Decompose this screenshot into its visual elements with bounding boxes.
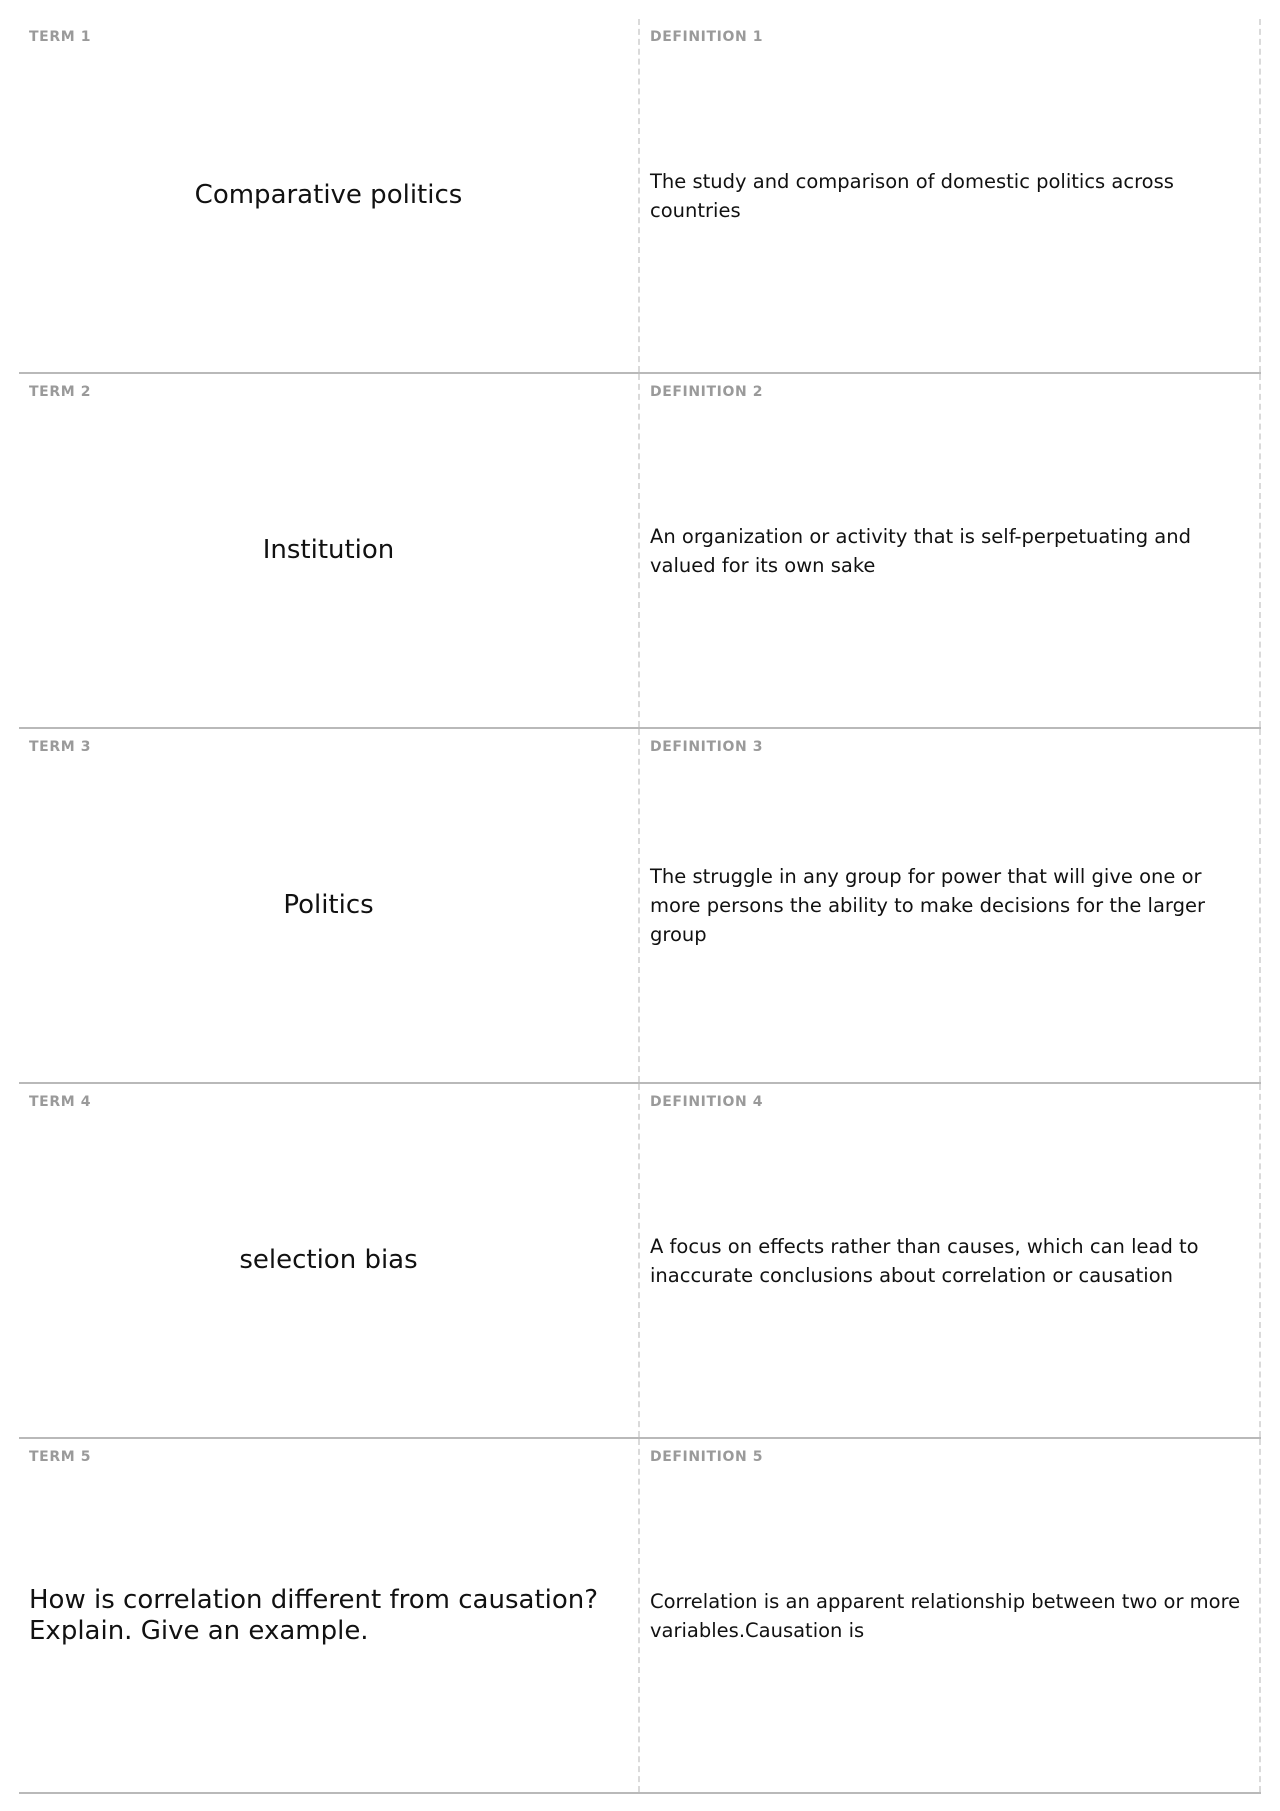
term-label: TERM 4 <box>29 1094 92 1110</box>
definition-text-content: Correlation is an apparent relationship between two or more variables.Causation is <box>650 1589 1241 1642</box>
term-text <box>29 1084 628 1437</box>
definition-text <box>650 1439 1249 1792</box>
term-label: TERM 2 <box>29 384 92 400</box>
term-cell-4 <box>19 1084 640 1437</box>
flashcard-sheet <box>19 19 1261 1794</box>
flashcard-row-3 <box>19 729 1261 1084</box>
term-cell-5 <box>19 1439 640 1792</box>
term-text-content: Politics <box>283 890 374 920</box>
definition-cell-5 <box>640 1439 1261 1792</box>
definition-text-content: An organization or activity that is self-perpetuating and valued for its own sake <box>650 524 1191 577</box>
definition-text <box>650 1084 1249 1437</box>
definition-label: DEFINITION 3 <box>650 739 764 755</box>
term-text <box>29 374 628 727</box>
flashcard-row-2 <box>19 374 1261 729</box>
definition-label: DEFINITION 2 <box>650 384 764 400</box>
term-text <box>29 19 628 372</box>
definition-cell-3 <box>640 729 1261 1082</box>
term-text-content: Institution <box>262 535 395 565</box>
term-label: TERM 1 <box>29 29 92 45</box>
term-text <box>29 729 628 1082</box>
definition-cell-4 <box>640 1084 1261 1437</box>
definition-cell-2 <box>640 374 1261 727</box>
definition-label: DEFINITION 4 <box>650 1094 764 1110</box>
term-text-content: How is correlation different from causation? Explain. Give an example. <box>29 1584 599 1646</box>
definition-text-content: The struggle in any group for power that will give one or more persons the ability to make decisions for the larger group <box>650 865 1205 946</box>
term-cell-1 <box>19 19 640 372</box>
flashcard-row-1 <box>19 19 1261 374</box>
definition-text-content: The study and comparison of domestic politics across countries <box>650 169 1174 222</box>
term-text-content: Comparative politics <box>194 180 463 210</box>
definition-text <box>650 374 1249 727</box>
term-text-content: selection bias <box>239 1245 418 1275</box>
definition-label: DEFINITION 5 <box>650 1449 764 1465</box>
term-label: TERM 3 <box>29 739 92 755</box>
definition-label: DEFINITION 1 <box>650 29 764 45</box>
definition-text <box>650 729 1249 1082</box>
term-text <box>29 1439 628 1792</box>
flashcard-row-4 <box>19 1084 1261 1439</box>
term-cell-2 <box>19 374 640 727</box>
term-cell-3 <box>19 729 640 1082</box>
flashcard-row-5 <box>19 1439 1261 1794</box>
definition-cell-1 <box>640 19 1261 372</box>
term-label: TERM 5 <box>29 1449 92 1465</box>
definition-text-content: A focus on effects rather than causes, which can lead to inaccurate conclusions about correlation or causation <box>650 1234 1199 1287</box>
definition-text <box>650 19 1249 372</box>
